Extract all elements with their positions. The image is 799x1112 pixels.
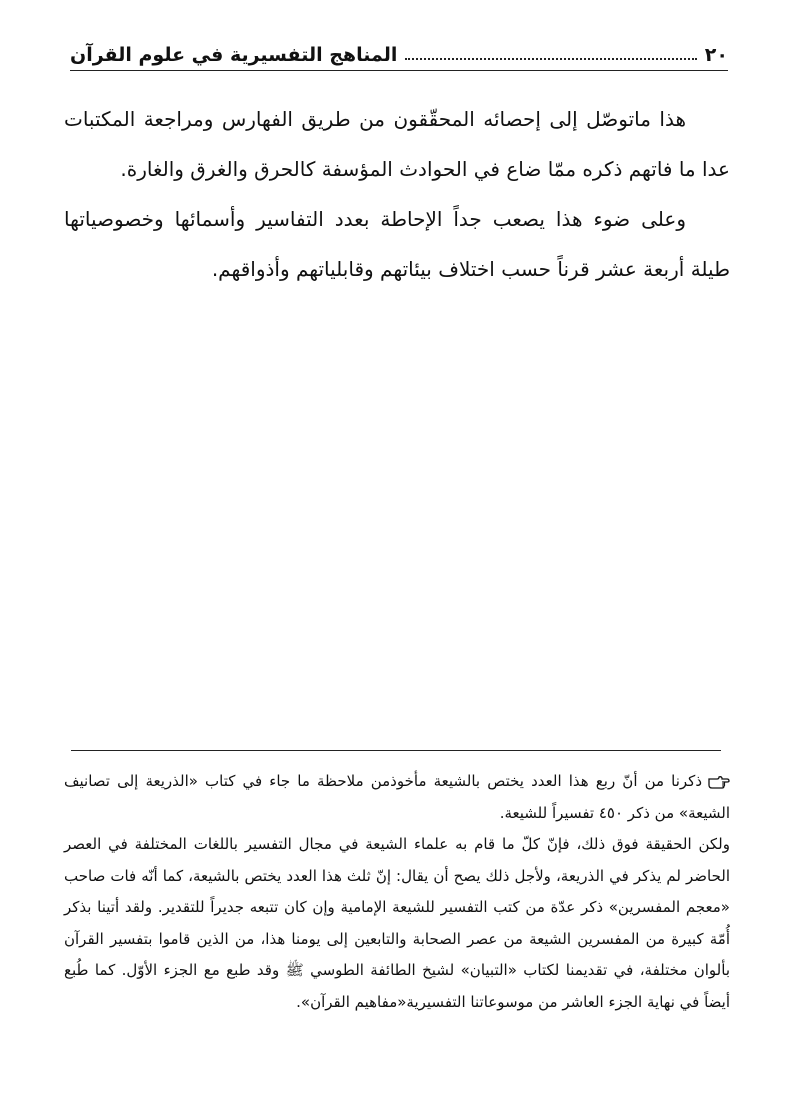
dot-leader bbox=[405, 58, 696, 60]
pointing-hand-icon bbox=[708, 775, 730, 789]
footnotes bbox=[64, 766, 730, 1018]
running-header bbox=[70, 30, 728, 66]
body-paragraph: وعلى ضوء هذا يصعب جداً الإحاطة بعدد التفاسير وأسمائها وخصوصياتها طيلة أربعة عشر قرناً حسب اختلاف بيئاتهم وقابلياتهم وأذواقهم. bbox=[64, 207, 730, 281]
footnote-paragraph bbox=[64, 766, 730, 829]
header-divider bbox=[70, 70, 728, 71]
page-number: ٢٠ bbox=[704, 44, 728, 66]
body-paragraph: هذا ماتوصّل إلى إحصائه المحقّقون من طريق الفهارس ومراجعة المكتبات عدا ما فاتهم ذكره ممّا ضاع في الحوادث المؤسفة كالحرق والغرق والغارة. bbox=[64, 107, 730, 181]
main-text bbox=[64, 94, 730, 294]
footnote-text: ذكرنا من أنّ ربع هذا العدد يختص بالشيعة مأخوذمن ملاحظة ما جاء في كتاب «الذريعة إلى تصانيف الشيعة» من ذكر ٤٥٠ تفسيراً للشيعة. bbox=[64, 772, 730, 822]
running-title: المناهج التفسيرية في علوم القرآن bbox=[70, 44, 398, 66]
footnote-paragraph: ولكن الحقيقة فوق ذلك، فإنّ كلّ ما قام به علماء الشيعة في مجال التفسير باللغات المختلفة في العصر الحاضر لم يذكر في الذريعة، ولأجل ذلك يصح أن يقال: إنّ ثلث هذا العدد يختص بالشيعة، كما أنّه فات صاحب «معجم المفسرين» ذكر عدّة من كتب التفسير للشيعة الإمامية وإن كان تتبعه جديراً للتقدير. ولقد أتينا بذكر أُمّة كبيرة من المفسرين الشيعة من عصر الصحابة والتابعين إلى يومنا هذا، من الذين قاموا بتفسير القرآن بألوان مختلفة، في تقديمنا لكتاب «التبيان» لشيخ الطائفة الطوسي ﷺ وقد طبع مع الجزء الأوّل. كما طُبع أيضاً في نهاية الجزء العاشر من موسوعاتنا التفسيرية«مفاهيم القرآن». bbox=[64, 835, 730, 1011]
footnote-divider bbox=[71, 750, 721, 751]
